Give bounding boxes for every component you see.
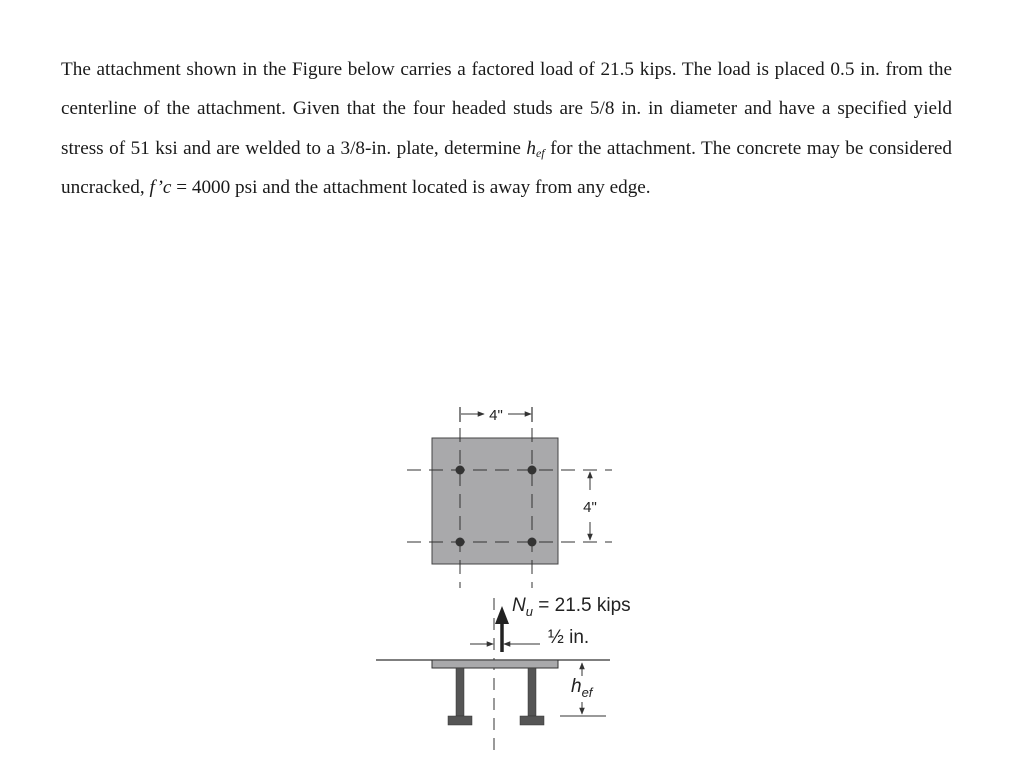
stud-shank-left (456, 668, 464, 716)
load-arrow-icon (495, 606, 509, 624)
plan-height-dimension: 4" (583, 499, 597, 516)
eccentricity-label: ½ in. (548, 627, 590, 648)
embedment-depth-label: $h_{ef}$ (571, 676, 593, 700)
stud-head-left (448, 716, 472, 725)
plan-width-dimension: 4" (489, 407, 503, 424)
stud-bottom-right (528, 538, 537, 547)
stud-top-right (528, 466, 537, 475)
plan-view (407, 407, 612, 588)
problem-text-3: = 4000 psi and the attachment located is away from any edge. (171, 177, 651, 199)
hef-symbol: $h_{ef}$ (526, 137, 545, 160)
stud-bottom-left (456, 538, 465, 547)
stud-top-left (456, 466, 465, 475)
fc-symbol: f’c (149, 177, 172, 199)
base-plate-plan (432, 438, 558, 564)
problem-text-2: for the attachment. The concrete may be considered uncracked, (61, 137, 953, 199)
stud-head-right (520, 716, 544, 725)
base-plate-section (432, 660, 558, 668)
section-view (376, 595, 631, 758)
stud-shank-right (528, 668, 536, 716)
load-label: $N_u = 21.5$ kips (512, 595, 631, 619)
problem-text-1: The attachment shown in the Figure below carries a factored load of 21.5 kips. The load is placed 0.5 in. from the centerline of the attachment. Given that the four headed studs are 5/8 in. in diameter and have a specified yield stress of 51 ksi and are welded to a 3/8-in. plate, determine (61, 59, 952, 159)
